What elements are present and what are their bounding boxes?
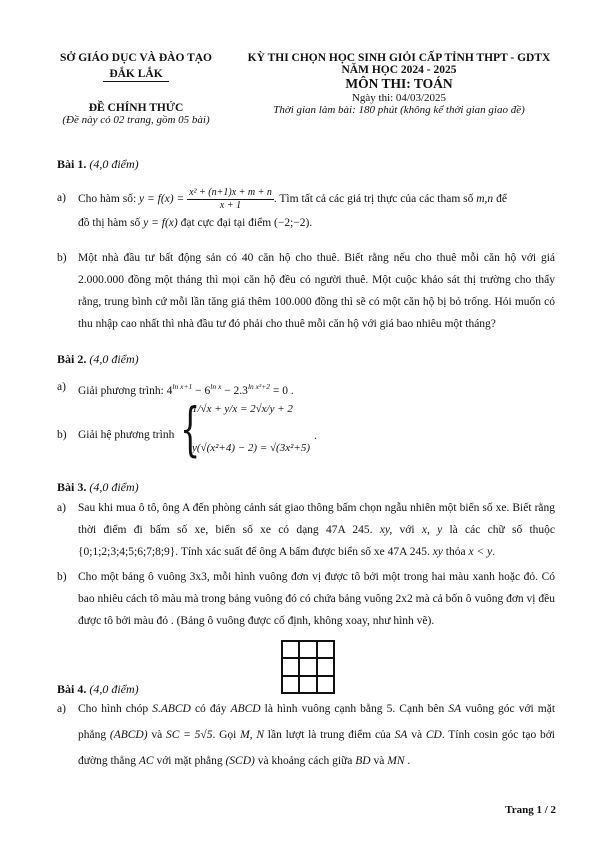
problem-3b-label: b): [57, 571, 67, 583]
problem-3b-text: Cho một bảng ô vuông 3x3, mỗi hình vuông đơn vị được tô bởi một trong hai màu xanh hoặc đỏ. Có bao nhiêu cách tô màu mà trong bảng vuông đó có chứa bảng vuông 2x2 mà cả bốn ô vuông đơn vị đều được tô bởi màu đỏ . (Bảng ô vuông được cố định, không xoay, như hình vẽ).: [78, 571, 555, 627]
p4a-text5: và: [151, 729, 163, 741]
p2b-end: .: [314, 428, 317, 442]
p4a-text9: . Tính cosin góc tạo bởi đường thẳng: [78, 729, 555, 767]
problem-2a-label: a): [57, 381, 66, 393]
problem-4-heading: [57, 682, 139, 697]
p2b-pre: Giải hệ phương trình: [78, 429, 175, 441]
problem-3a-label: a): [57, 502, 66, 514]
p2a-pre: Giải phương trình:: [78, 384, 164, 397]
grid-cell: [282, 658, 299, 675]
grid-cell: [317, 676, 334, 693]
p4a-sa: SA: [448, 703, 462, 715]
grid-cell: [299, 676, 316, 693]
problem-2a: [57, 376, 555, 402]
p4a-text4: vuông góc với mặt phẳng: [78, 703, 556, 741]
p1a-frac-num: x² + (n+1)x + m + n: [189, 187, 272, 198]
p1a-pre: Cho hàm số:: [78, 193, 137, 206]
p2b-eq1: 1/√x + y/x = 2√x/y + 2: [192, 403, 293, 415]
p4a-sc: SC = 5√5: [165, 729, 213, 741]
problem-1-heading: [57, 157, 139, 172]
problem-3-heading: [57, 480, 139, 495]
problem-3a: [57, 497, 555, 563]
p4a-base: ABCD: [230, 703, 261, 715]
p4a-cd: CD: [425, 729, 442, 741]
problem-1b-text: Một nhà đầu tư bất động sản có 40 căn hộ cho thuê. Biết rằng nếu cho thuê mỗi căn hộ với giá 2.000.000 đồng một tháng thì mọi căn hộ đều có người thuê. Một cuộc khảo sát thị trường cho thấy rằng, trung bình cứ mỗi lần tăng giá thêm 100.000 đồng thì sẽ có một căn hộ bị bỏ trống. Hỏi muốn có thu nhập cao nhất thì nhà đầu tư đó phải cho thuê mỗi căn hộ với giá bao nhiêu một tháng?: [78, 252, 555, 330]
p4a-text11: và khoảng cách giữa: [257, 755, 353, 767]
p4a-text12: và: [373, 755, 385, 767]
p4a-text10: với mặt phẳng: [156, 755, 223, 767]
p1a-point: (−2;−2).: [274, 217, 313, 229]
header-right: [228, 52, 570, 116]
p3a-xy2: x, y: [421, 524, 443, 536]
p4a-end: .: [407, 755, 411, 767]
problem-4-points: (4,0 điểm): [89, 682, 139, 696]
header-left: [46, 52, 226, 126]
problem-2-heading: [57, 352, 139, 367]
p1a-line2-func: y = f(x): [143, 217, 178, 229]
p3a-text2: với: [399, 524, 415, 536]
province-name: ĐẮK LẮK: [103, 68, 168, 82]
grid-cell: [299, 641, 316, 658]
p4a-plane: (ABCD): [109, 729, 148, 741]
p4a-text1: Cho hình chóp: [78, 703, 149, 715]
p4a-mn2: MN: [387, 755, 405, 767]
p1a-frac-den: x + 1: [219, 200, 242, 211]
p1a-func-lhs: y = f(x) =: [139, 193, 185, 206]
problem-1-title: Bài 1.: [57, 157, 87, 171]
page-number: Trang 1 / 2: [505, 804, 556, 816]
problem-4a-label: a): [57, 703, 66, 715]
p3a-cond: x < y: [468, 546, 493, 558]
p3a-text5: thỏa: [445, 546, 466, 558]
problem-3b: [57, 566, 555, 632]
grid-cell: [299, 658, 316, 675]
p4a-sa2: SA: [394, 729, 408, 741]
p4a-mn: M, N: [240, 729, 265, 741]
subject-title: MÔN THI: TOÁN: [345, 76, 453, 91]
exam-title: KỲ THI CHỌN HỌC SINH GIỎI CẤP TỈNH THPT - GDTX: [247, 52, 551, 64]
p4a-text7: lần lượt là trung điểm của: [267, 729, 391, 741]
problem-1a: [57, 187, 555, 234]
problem-2-points: (4,0 điểm): [89, 352, 139, 366]
p3a-set: {0;1;2;3;4;5;6;7;8;9}: [78, 546, 176, 558]
p3a-text3: là các chữ số thuộc: [449, 524, 556, 536]
official-label: ĐỀ CHÍNH THỨC: [88, 102, 184, 114]
p1a-params: m,n: [476, 193, 494, 206]
p3a-text1: Sau khi mua ô tô, ông A đến phòng cảnh sát giao thông bấm chọn ngẫu nhiên một biển số xe. Biết rằng thời điểm đi bấm số xe, biển số xe có dạng 47A 245.: [78, 502, 555, 536]
problem-3-points: (4,0 điểm): [89, 480, 139, 494]
p1a-fraction: [187, 187, 274, 212]
p2b-system: [180, 395, 320, 469]
p4a-ac: AC: [138, 755, 154, 767]
dept-name: SỞ GIÁO DỤC VÀ ĐÀO TẠO: [60, 52, 212, 64]
p1a-line2-pre: đồ thị hàm số: [78, 217, 141, 229]
problem-4-title: Bài 4.: [57, 682, 87, 696]
exam-date: Ngày thi: 04/03/2025: [351, 92, 447, 104]
p4a-pyramid: S.ABCD: [152, 703, 191, 715]
grid-cell: [282, 676, 299, 693]
p4a-text8: và: [411, 729, 423, 741]
problem-1-points: (4,0 điểm): [89, 157, 139, 171]
problem-2b-label: b): [57, 429, 67, 441]
problem-4a: [57, 696, 555, 774]
p2b-eq2: y(√(x²+4) − 2) = √(3x²+5): [192, 442, 310, 454]
p4a-text3: là hình vuông cạnh bằng 5. Cạnh bên: [264, 703, 445, 715]
p1a-line2-post: đạt cực đại tại điểm: [180, 217, 272, 229]
grid-cell: [282, 641, 299, 658]
p4a-text2: có đáy: [194, 703, 227, 715]
p1a-post: . Tìm tất cả các giá trị thực của các tham số: [273, 193, 474, 206]
p4a-text6: . Gọi: [212, 729, 237, 741]
p3a-text4: . Tính xác suất để ông A bấm được biển số xe 47A 245.: [175, 546, 430, 558]
problem-1b: [57, 247, 555, 335]
p3a-xy3: xy: [432, 546, 443, 558]
problem-3-title: Bài 3.: [57, 480, 87, 494]
p2a-equation: $4^{ln x+1} - 6^{ln x} - 2.3^{ln x^2+2} = 0$ .: [166, 382, 294, 397]
p1a-post2: để: [496, 193, 507, 206]
school-year: NĂM HỌC 2024 - 2025: [341, 64, 457, 76]
problem-2-title: Bài 2.: [57, 352, 87, 366]
problem-1b-label: b): [57, 252, 67, 264]
p4a-bd: BD: [355, 755, 371, 767]
system-brace: {: [180, 395, 201, 463]
grid-cell: [317, 658, 334, 675]
grid-3x3-figure: [281, 640, 335, 694]
grid-cell: [317, 641, 334, 658]
p3a-end: .: [492, 546, 496, 558]
pages-note: (Đề này có 02 trang, gồm 05 bài): [62, 114, 210, 126]
problem-1a-label: a): [57, 192, 66, 204]
p4a-scd: (SCD): [225, 755, 255, 767]
p3a-xy: xy,: [379, 524, 393, 536]
exam-duration: Thời gian làm bài: 180 phút (không kể thời gian giao đề): [273, 104, 525, 116]
